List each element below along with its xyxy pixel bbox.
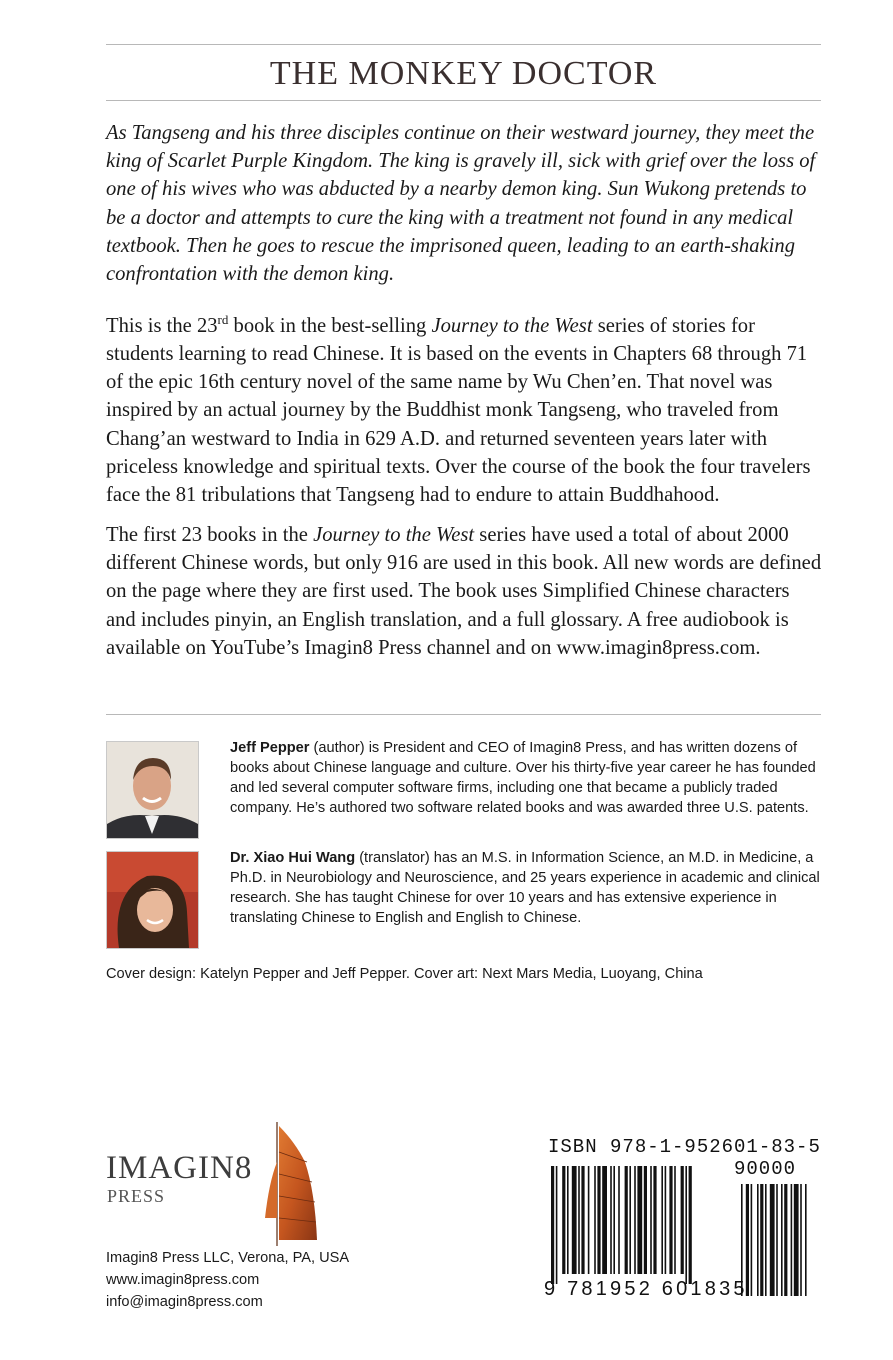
vocabulary-paragraph [106, 521, 822, 662]
series-name: Journey to the West [313, 524, 475, 546]
para2-part-c: series of stories for students learning to read Chinese. It is based on the events in Chapters 68 through 71 of the epic 16th century novel of the same name by Wu Chen’en. That novel was inspired by an actual journey by the Buddhist monk Tangseng, who traveled from Chang’an westward to India in 629 A.D. and returned seventeen years later with priceless knowledge and spiritual texts. Over the course of the book the four travelers face the 81 tribulations that Tangseng had to endure to attain Buddhahood. [106, 314, 811, 507]
top-rule [106, 44, 821, 45]
translator-photo [106, 851, 199, 949]
para2-part-a: This is the 23 [106, 314, 218, 337]
ean-label: 9 781952 601835 [544, 1278, 748, 1300]
publisher-address: Imagin8 Press LLC, Verona, PA, USA [106, 1250, 350, 1266]
author-bio [230, 738, 822, 818]
author-name: Jeff Pepper [230, 740, 310, 756]
isbn-label: ISBN 978-1-952601-83-5 [548, 1136, 821, 1158]
translator-name: Dr. Xiao Hui Wang [230, 850, 356, 866]
price-code-label: 90000 [734, 1158, 797, 1180]
bio-rule [106, 714, 821, 715]
publisher-website[interactable]: www.imagin8press.com [106, 1272, 260, 1288]
junk-sail-icon [255, 1122, 320, 1246]
author-photo [106, 741, 199, 839]
series-name: Journey to the West [431, 314, 593, 337]
cover-credits: Cover design: Katelyn Pepper and Jeff Pepper. Cover art: Next Mars Media, Luoyang, China [106, 966, 703, 982]
title-rule [106, 100, 821, 101]
book-title: THE MONKEY DOCTOR [269, 55, 658, 92]
translator-bio-text: (translator) has an M.S. in Information Science, an M.D. in Medicine, a Ph.D. in Neurobiology and Neuroscience, and 25 years experience in academic and clinical research. She has taught Chinese for over 10 years and has extensive experience in translating Chinese to English and English to Chinese. [230, 850, 820, 926]
para3-part-b: series have used a total of about 2000 different Chinese words, but only 916 are used in this book. All new words are defined on the page where they are first used. The book uses Simplified Chinese characters and includes pinyin, an English translation, and a full glossary. A free audiobook is available on YouTube’s Imagin8 Press channel and on www.imagin8press.com. [106, 524, 822, 659]
publisher-logo-name: IMAGIN8 [106, 1150, 253, 1186]
synopsis: As Tangseng and his three disciples continue on their westward journey, they meet the king of Scarlet Purple Kingdom. The king is gravely ill, sick with grief over the loss of one of his wives who was abducted by a nearby demon king. Sun Wukong pretends to be a doctor and attempts to cure the king with a treatment not found in any medical textbook. Then he goes to rescue the imprisoned queen, leading to an earth-shaking confrontation with the demon king. [106, 122, 816, 286]
publisher-email[interactable]: info@imagin8press.com [106, 1294, 263, 1310]
ordinal-suffix: rd [217, 312, 229, 327]
para3-part-a: The first 23 books in the [106, 524, 314, 546]
series-paragraph [106, 306, 822, 509]
translator-bio [230, 848, 822, 928]
publisher-logo-press: PRESS [107, 1186, 166, 1206]
author-bio-text: (author) is President and CEO of Imagin8 Press, and has written dozens of books about Chinese language and culture. Over his thirty-five year career he has founded and led several computer software firms, including one that became a publicly traded company. He’s authored two software related books and was awarded three U.S. patents. [230, 740, 816, 816]
para2-part-b: book in the best-selling [228, 314, 432, 337]
